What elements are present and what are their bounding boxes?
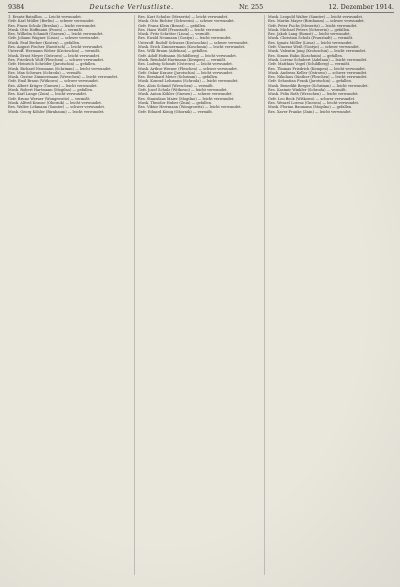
- list-entry: Gefr. Johann Wagner (Lissa) — schwer verwundet.: [8, 36, 100, 41]
- list-entry: Gefr. Adolf Hofmann (Schildberg) — leicht verwundet.: [138, 53, 238, 58]
- list-entry: Res. Karl Lange (Znin) — leicht verwundet.: [8, 92, 88, 97]
- list-entry: Musk. Gustav Zimmermann (Wreschen) — leicht verwundet.: [8, 75, 119, 80]
- column-1: [8, 15, 135, 575]
- list-entry: Musk. Konrad Lehmann (Schroda) — leicht verwundet.: [138, 79, 239, 84]
- list-entry: Musk. Reinhold Hartmann (Kempen) — vermißt.: [138, 57, 227, 62]
- list-entry: Musk. Alfred Krause (Obornik) — leicht verwundet.: [8, 100, 103, 105]
- list-entry: Res. Friedrich Wolf (Pleschen) — schwer verwundet.: [8, 57, 105, 62]
- list-entry: Res. Wenzel Lorenz (Gnesen) — leicht verwundet.: [268, 100, 360, 105]
- list-entry: Res. Ignatz Möller (Lissa) — leicht verwundet.: [268, 40, 353, 45]
- list-entry: Musk. Andreas Keller (Ostrowo) — schwer verwundet.: [268, 70, 368, 75]
- list-entry: Res. Ludwig Schmitt (Ostrowo) — leicht verwundet.: [138, 62, 233, 67]
- list-entry: Res. Viktor Herrmann (Wongrowitz) — leicht verwundet.: [138, 105, 242, 110]
- list-entry: 1. Ersatz-Bataillon. — Leicht verwundet.: [8, 15, 82, 19]
- list-entry: Musk. Benedikt Berger (Schrimm) — leicht verwundet.: [268, 83, 369, 88]
- list-entry: Gefr. Bruno Werner (Wongrowitz) — vermißt.: [8, 96, 91, 101]
- list-entry: Musk. Florian Baumann (Mogilno) — gefallen.: [268, 105, 353, 110]
- list-entry: Res. Wilhelm Schmidt (Gnesen) — leicht verwundet.: [8, 32, 104, 37]
- list-entry: Gefr. Matthias Vogel (Schildberg) — vermißt.: [268, 62, 351, 67]
- list-entry: Musk. Felix Roth (Wreschen) — leicht verwundet.: [268, 92, 359, 97]
- list-entry: Musk. Fritz Schröter (Lissa) — vermißt.: [138, 32, 211, 37]
- column-3: [268, 15, 394, 575]
- list-entry: Res. Stanislaus Maier (Mogilno) — leicht verwundet.: [138, 96, 235, 101]
- list-entry: Musk. Arthur Werner (Pleschen) — schwer verwundet.: [138, 66, 238, 71]
- list-entry: Res. Simon Hahn (Koschmin) — gefallen.: [268, 53, 343, 58]
- list-entry: Res. Xaver Franke (Znin) — leicht verwundet.: [268, 109, 352, 114]
- list-entry: Gefr. Heinrich Schröder (Jarotschin) — gefallen.: [8, 62, 96, 67]
- list-entry: Gefr. Eduard König (Obornik) — vermißt.: [138, 109, 214, 114]
- list-entry: Musk. Richard Neumann (Schrimm) — leicht verwundet.: [8, 66, 112, 71]
- page-number: 9384: [8, 3, 25, 11]
- list-entry: Musk. Robert Hartmann (Mogilno) — gefallen.: [8, 88, 94, 93]
- list-entry: Res. Alois Schmid (Wreschen) — vermißt.: [138, 83, 214, 88]
- list-entry: Res. Max Schwarz (Schroda) — vermißt.: [8, 70, 82, 75]
- list-entry: Musk. Michael Peters (Schwerin) — gefallen.: [268, 27, 351, 32]
- list-entry: Gefr. Josef Schulz (Witkowo) — leicht verwundet.: [138, 88, 228, 93]
- issue-number: Nr. 255: [238, 3, 264, 11]
- text-columns: [8, 15, 394, 575]
- list-entry: Gefr. Karl Müller (Berlin) — schwer verwundet.: [8, 19, 95, 24]
- column-2: [138, 15, 265, 575]
- list-entry: Unteroff. Rudolf Schwarz (Krotoschin) — schwer verwundet.: [138, 40, 249, 45]
- list-entry: Musk. Theodor Huber (Znin) — gefallen.: [138, 100, 213, 105]
- list-entry: Res. August Fischer (Rawitsch) — leicht verwundet.: [8, 45, 104, 50]
- list-entry: Musk. Otto Hoffmann (Posen) — vermißt.: [8, 27, 84, 32]
- list-entry: Gefr. Emil Braun (Witkowo) — schwer verwundet.: [8, 79, 99, 84]
- list-entry: Gefr. Sebastian Frank (Jarotschin) — gefallen.: [268, 79, 353, 84]
- page-header: [8, 3, 394, 13]
- list-entry: Res. Hans Wolff (Fraustadt) — leicht verwundet.: [138, 27, 227, 32]
- list-entry: Res. Ewald Neumann (Gostyn) — leicht verwundet.: [138, 36, 232, 41]
- list-entry: Musk. Christian Scholz (Fraustadt) — vermißt.: [268, 36, 354, 41]
- list-entry: Musk. Otto Richter (Schwerin) — schwer verwundet.: [138, 19, 235, 24]
- list-entry: Musk. Leopold Walter (Samter) — leicht verwundet.: [268, 15, 364, 19]
- list-entry: Res. Bernhard Meier (Schrimm) — gefallen.: [138, 75, 219, 80]
- list-entry: Unteroff. Hermann Weber (Krotoschin) — vermißt.: [8, 49, 101, 54]
- list-entry: Musk. Lorenz Schubert (Adelnau) — leicht verwundet.: [268, 57, 368, 62]
- list-entry: Musk. Valentin Jung (Krotoschin) — leicht verwundet.: [268, 49, 367, 54]
- list-entry: Musk. Anton Köhler (Gnesen) — schwer verwundet.: [138, 92, 233, 97]
- list-entry: Gefr. Peter Fuchs (Meseritz) — leicht verwundet.: [268, 23, 358, 28]
- issue-date: 12. Dezember 1914.: [328, 3, 394, 11]
- list-entry: Res. Walter Lehmann (Samter) — schwer verwundet.: [8, 105, 106, 110]
- list-entry: Gefr. Leo Beck (Witkowo) — schwer verwundet.: [268, 96, 356, 101]
- publication-title: Deutsche Verlustliste.: [89, 3, 174, 11]
- list-entry: Res. Thomas Friedrich (Kempen) — leicht verwundet.: [268, 66, 366, 71]
- list-entry: Gefr. Franz Klein (Bomst) — gefallen.: [138, 23, 207, 28]
- list-entry: Res. Kurt Schulze (Meseritz) — leicht verwundet.: [138, 15, 229, 19]
- list-entry: Musk. Paul Becker (Kosten) — gefallen.: [8, 40, 81, 45]
- list-entry: Musk. Ernst Meyer (Ostrowo) — leicht verwundet.: [8, 53, 101, 58]
- list-entry: Res. Willi Braun (Adelnau) — gefallen.: [138, 49, 209, 54]
- list-entry: Gefr. Oskar Krause (Jarotschin) — leicht verwundet.: [138, 70, 234, 75]
- list-entry: Musk. Erich Zimmermann (Koschmin) — leicht verwundet.: [138, 45, 246, 50]
- list-entry: Res. Nikolaus Günther (Pleschen) — leicht verwundet.: [268, 75, 368, 80]
- list-entry: Res. Martin Mayer (Birnbaum) — schwer verwundet.: [268, 19, 365, 24]
- list-entry: Res. Albert Krüger (Gnesen) — leicht verwundet.: [8, 83, 98, 88]
- list-entry: Res. Franz Schulz (Breslau) — leicht verwundet.: [8, 23, 97, 28]
- list-entry: Gefr. Vinzenz Weiß (Gostyn) — schwer verwundet.: [268, 45, 360, 50]
- list-entry: Res. Kasimir Winkler (Schroda) — vermißt.: [268, 88, 347, 93]
- list-entry: Res. Jakob Lang (Bomst) — leicht verwundet.: [268, 32, 351, 37]
- list-entry: Musk. Georg Köhler (Birnbaum) — leicht verwundet.: [8, 109, 105, 114]
